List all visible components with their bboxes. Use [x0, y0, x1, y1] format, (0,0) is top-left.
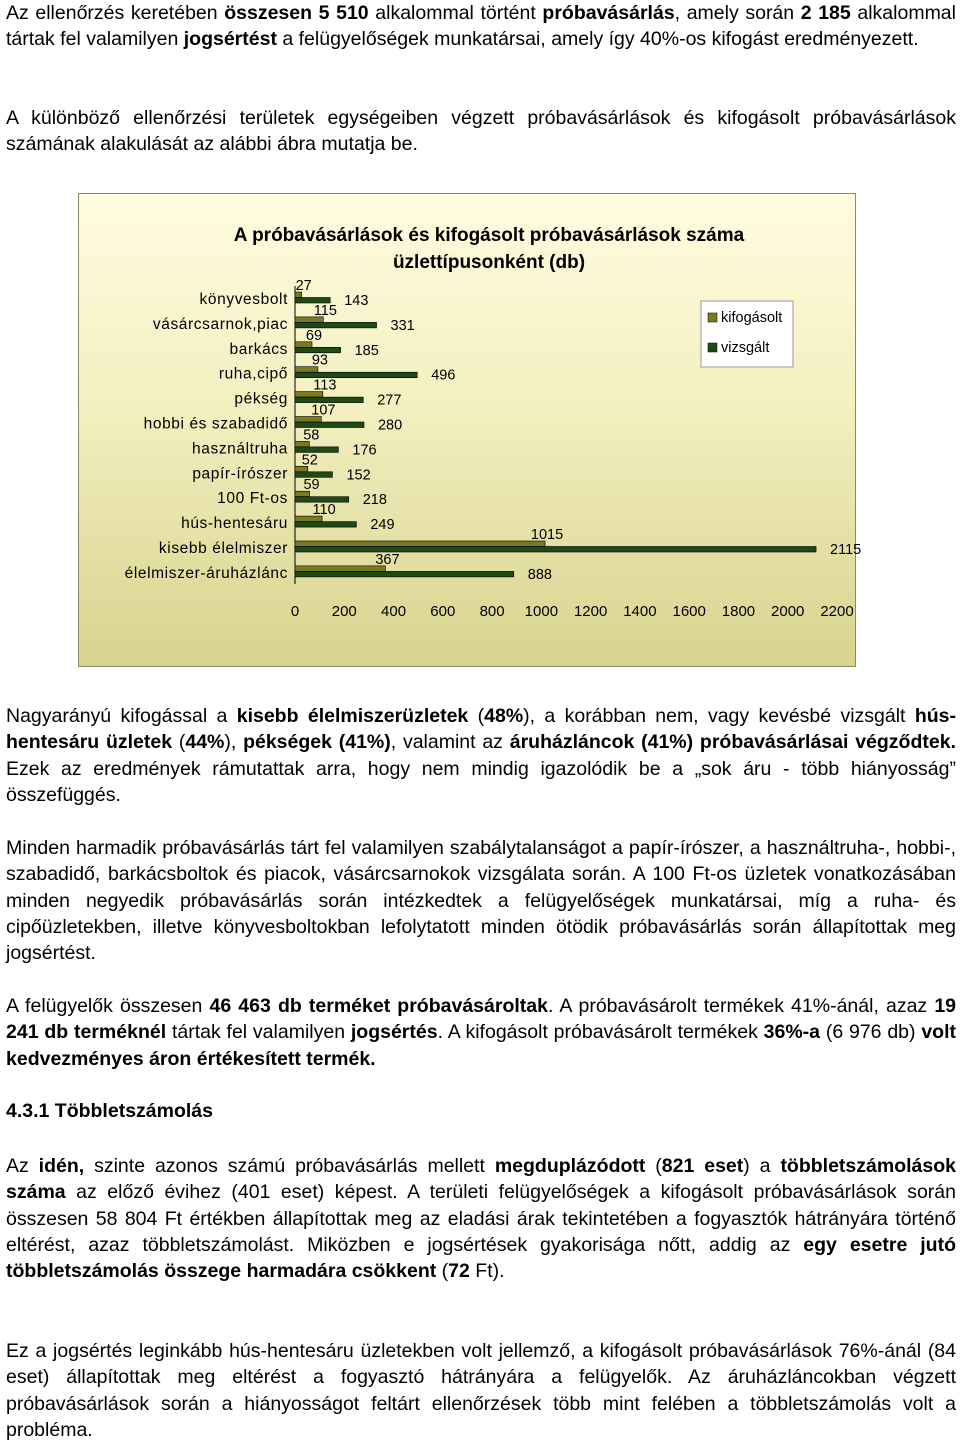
- overcharge-paragraph: [6, 1153, 956, 1284]
- data-label-vizsgalt: 176: [352, 442, 377, 459]
- category-label: papír-írószer: [192, 465, 288, 483]
- data-label-vizsgalt: 185: [354, 342, 379, 359]
- bold-run: áruházláncok (41%) próbavásárlásai végződtek.: [509, 731, 956, 754]
- text-run: (: [172, 731, 186, 754]
- intro-paragraph: [6, 0, 956, 53]
- section-heading: 4.3.1 Többletszámolás: [6, 1100, 213, 1122]
- x-tick-label: 1200: [573, 603, 608, 620]
- chart-title-line-2: üzlettípusonként (db): [392, 252, 586, 273]
- data-label-vizsgalt: 2115: [830, 542, 862, 558]
- data-label-kifogasolt: 69: [305, 327, 323, 344]
- category-label: vásárcsarnok,piac: [152, 315, 288, 333]
- text-run: az előző évihez (401 eset) képest. A területi felügyelőségek a kifogásolt próbavásárlások során összesen 58 804 Ft értékben állapítottak meg az eladási árak tekintetében a fogyasztók hátrányára történő eltérést, azaz többletszámolást. Miközben e jogsértések gyakorisága nőtt, addig az: [6, 1181, 956, 1256]
- data-label-kifogasolt: 115: [313, 302, 337, 319]
- text-run: a felügyelőségek munkatársai, amely így 40%-os kifogást eredményezett.: [276, 28, 919, 51]
- x-tick-label: 800: [479, 603, 505, 620]
- data-label-vizsgalt: 152: [346, 467, 371, 484]
- category-label: 100 Ft-os: [217, 490, 288, 508]
- bold-run: többletszámolások száma: [6, 1155, 956, 1204]
- data-label-vizsgalt: 277: [377, 392, 402, 409]
- x-tick-label: 1400: [623, 603, 657, 620]
- text-run: . A kifogásolt próbavásárolt termékek: [437, 1021, 764, 1044]
- category-label: ruha,cipő: [218, 365, 288, 383]
- bar-vizsgalt: [295, 522, 356, 528]
- bar-kifogasolt: [295, 541, 545, 547]
- category-label: hús-hentesáru: [181, 515, 288, 533]
- bar-vizsgalt: [295, 571, 514, 577]
- text-run: tártak fel valamilyen: [166, 1021, 351, 1044]
- text-run: alkalommal tártak fel valamilyen: [6, 2, 956, 51]
- text-run: Ez a jogsértés leginkább hús-hentesáru üzletekben volt jellemző, a kifogásolt próbavásárlások 76%-ánál (84 eset) állapítottak meg eltérést a fogyasztó hátrányára a felügyelők. Az áruházláncokban végzett próbavásárlások során a hiányosságot feltárt ellenőrzések több mint felében a többletszámolás volt a probléma.: [6, 1340, 956, 1441]
- legend-label: kifogásolt: [721, 310, 783, 326]
- bold-run: 46 463 db terméket próbavásároltak: [209, 995, 548, 1017]
- text-run: (: [436, 1260, 449, 1283]
- bold-run: jogsértés: [350, 1021, 438, 1044]
- data-label-kifogasolt: 52: [301, 452, 318, 469]
- data-label-vizsgalt: 888: [527, 566, 552, 583]
- bold-run: kisebb élelmiszerüzletek: [236, 705, 469, 727]
- category-label: kisebb élelmiszer: [158, 540, 288, 557]
- data-label-vizsgalt: 331: [390, 317, 415, 334]
- text-run: ),: [224, 731, 244, 754]
- bold-run: 72: [448, 1260, 470, 1283]
- legend-swatch: [708, 343, 717, 352]
- products-paragraph: [6, 993, 956, 1072]
- bold-run: próbavásárlás: [542, 2, 675, 24]
- bold-run: 19 241 db terméknél: [6, 995, 957, 1044]
- text-run: (: [468, 705, 485, 727]
- results-paragraph: [6, 703, 956, 808]
- data-label-vizsgalt: 496: [431, 367, 456, 384]
- bold-run: idén,: [38, 1155, 85, 1177]
- text-run: , valamint az: [390, 731, 510, 754]
- legend-swatch: [708, 313, 717, 322]
- x-tick-label: 200: [331, 603, 357, 620]
- third-paragraph: [6, 835, 956, 966]
- text-run: Ft).: [469, 1260, 505, 1283]
- category-label: hobbi és szabadidő: [143, 415, 288, 433]
- text-run: Az ellenőrzés keretében: [6, 2, 225, 24]
- bold-run: 36%-a: [763, 1021, 821, 1044]
- bar-kifogasolt: [295, 566, 385, 572]
- bold-run: 821 eset: [661, 1155, 744, 1177]
- text-run: (6 976 db): [820, 1021, 922, 1044]
- bold-run: hús-hentesáru üzletek: [6, 705, 956, 754]
- bold-run: 44%: [185, 731, 225, 754]
- data-label-vizsgalt: 249: [370, 517, 395, 534]
- text-run: A különböző ellenőrzési területek egységeiben végzett próbavásárlások és kifogásolt próbavásárlások számának alakulását az alábbi ábra mutatja be.: [6, 107, 956, 156]
- x-tick-label: 1600: [672, 603, 706, 620]
- x-tick-label: 2200: [820, 603, 854, 620]
- x-tick-label: 400: [381, 603, 407, 620]
- chart-frame: [78, 193, 862, 667]
- text-run: ) a: [743, 1155, 781, 1177]
- bold-run: volt kedvezményes áron értékesített termék.: [6, 1021, 956, 1070]
- category-label: élelmiszer-áruházlánc: [124, 564, 288, 582]
- closing-paragraph: [6, 1338, 956, 1443]
- data-label-kifogasolt: 367: [375, 551, 400, 568]
- data-label-kifogasolt: 1015: [530, 527, 564, 543]
- bold-run: egy esetre jutó többletszámolás összege harmadára csökkent: [6, 1233, 956, 1283]
- x-tick-label: 1800: [721, 603, 756, 620]
- text-run: Ezek az eredmények rámutattak arra, hogy nem mindig igazolódik be a „sok áru - több hiányosság” összefüggés.: [6, 757, 956, 806]
- text-run: . A próbavásárolt termékek 41%-ánál, azaz: [547, 995, 935, 1017]
- bold-run: jogsértést: [183, 28, 277, 51]
- text-run: Minden harmadik próbavásárlás tárt fel valamilyen szabálytalanságot a papír-írószer, a használtruha-, hobbi-, szabadidő, barkácsboltok és piacok, vásárcsarnokok vizsgálata során. A 100 Ft-os üzletek vonatkozásában minden negyedik próbavásárlás során intézkedtek a felügyelőségek munkatársai, míg a ruha- és cipőüzletekben, illetve könyvesboltokban lefolytatott minden ötödik próbavásárlás során állapítottak meg jogsértést.: [6, 837, 956, 965]
- data-label-kifogasolt: 27: [295, 278, 312, 294]
- text-run: Az: [6, 1155, 39, 1177]
- legend-label: vizsgált: [721, 340, 770, 356]
- text-run: A felügyelők összesen: [6, 995, 210, 1017]
- category-label: használtruha: [192, 440, 288, 458]
- x-tick-label: 0: [290, 603, 300, 620]
- bold-run: összesen 5 510: [224, 2, 369, 24]
- text-run: , amely során: [674, 2, 801, 24]
- bold-run: pékségek (41%): [243, 731, 391, 754]
- data-label-kifogasolt: 110: [312, 502, 336, 519]
- x-tick-label: 600: [430, 603, 456, 620]
- x-tick-label: 1000: [524, 603, 559, 620]
- data-label-kifogasolt: 107: [311, 402, 336, 419]
- data-label-kifogasolt: 113: [313, 377, 337, 394]
- text-run: (: [645, 1155, 662, 1177]
- data-label-vizsgalt: 218: [362, 492, 387, 509]
- data-label-vizsgalt: 280: [377, 417, 403, 434]
- data-label-kifogasolt: 58: [303, 427, 320, 444]
- bar-vizsgalt: [295, 547, 816, 553]
- bold-run: 48%: [484, 705, 524, 727]
- text-run: alkalommal történt: [368, 2, 543, 24]
- bold-run: 2 185: [800, 2, 851, 24]
- category-label: barkács: [229, 340, 288, 358]
- text-run: szinte azonos számú próbavásárlás mellett: [84, 1155, 495, 1177]
- chart-title-line-1: A próbavásárlások és kifogásolt próbavásárlások száma: [233, 225, 745, 246]
- category-label: könyvesbolt: [199, 291, 288, 308]
- text-run: ), a korábban nem, vagy kevésbé vizsgált: [523, 705, 915, 727]
- bold-run: megduplázódott: [494, 1155, 646, 1177]
- data-label-vizsgalt: 143: [344, 293, 369, 309]
- category-label: pékség: [234, 390, 288, 408]
- text-run: Nagyarányú kifogással a: [6, 705, 237, 727]
- chart-intro-paragraph: [6, 105, 956, 158]
- data-label-kifogasolt: 93: [311, 352, 328, 369]
- x-tick-label: 2000: [771, 603, 805, 620]
- data-label-kifogasolt: 59: [303, 477, 320, 494]
- bar-chart: [79, 194, 862, 666]
